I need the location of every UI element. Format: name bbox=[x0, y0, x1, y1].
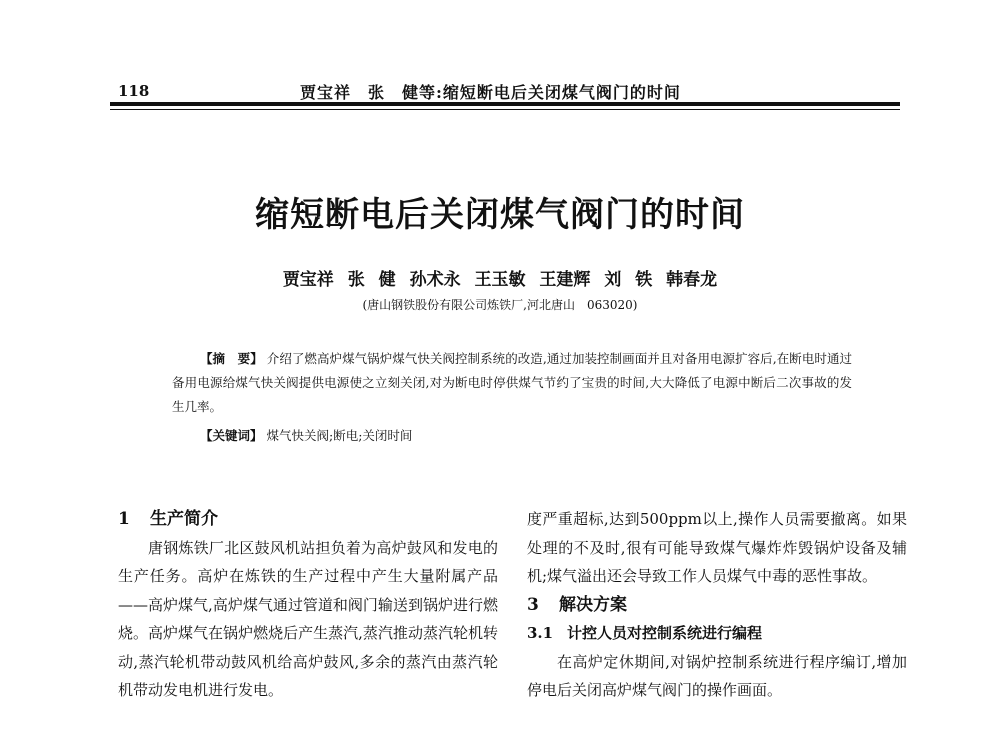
section-3-heading bbox=[527, 591, 907, 620]
page-number: 118 bbox=[118, 82, 150, 100]
keywords-text: 煤气快关阀;断电;关闭时间 bbox=[266, 428, 413, 443]
section-3-1-heading bbox=[527, 619, 907, 648]
section-1-paragraph: 唐钢炼铁厂北区鼓风机站担负着为高炉鼓风和发电的生产任务。高炉在炼铁的生产过程中产生大量附属产品——高炉煤气,高炉煤气通过管道和阀门输送到锅炉进行燃烧。高炉煤气在锅炉燃烧后产生蒸汽,蒸汽推动蒸汽轮机转动,蒸汽轮机带动鼓风机给高炉鼓风,多余的蒸汽由蒸汽轮机带动发电机进行发电。 bbox=[118, 538, 498, 699]
section-3-1-title: 计控人员对控制系统进行编程 bbox=[567, 624, 763, 642]
affiliation: (唐山钢铁股份有限公司炼铁厂,河北唐山 063020) bbox=[362, 298, 638, 312]
section-3-1-number: 3.1 bbox=[527, 624, 554, 642]
section-3-title: 解决方案 bbox=[559, 594, 627, 615]
section-3-number: 3 bbox=[527, 594, 539, 615]
left-column bbox=[118, 505, 498, 705]
section-1-heading bbox=[118, 505, 498, 534]
header-rule-thick bbox=[110, 102, 900, 106]
section-3-1-paragraph: 在高炉定休期间,对锅炉控制系统进行程序编订,增加停电后关闭高炉煤气阀门的操作画面。 bbox=[527, 652, 907, 699]
running-header: 贾宝祥 张 健等:缩短断电后关闭煤气阀门的时间 bbox=[300, 83, 681, 102]
abstract bbox=[172, 347, 852, 419]
abstract-label: 【摘 要】 bbox=[200, 351, 263, 366]
right-column bbox=[527, 505, 907, 705]
author-list: 贾宝祥 张 健 孙术永 王玉敏 王建辉 刘 铁 韩春龙 bbox=[282, 270, 718, 290]
continued-paragraph: 度严重超标,达到500ppm以上,操作人员需要撤离。如果处理的不及时,很有可能导致煤气爆炸炸毁锅炉设备及辅机;煤气溢出还会导致工作人员煤气中毒的恶性事故。 bbox=[527, 510, 907, 585]
section-1-number: 1 bbox=[118, 509, 130, 529]
keywords-label: 【关键词】 bbox=[200, 428, 263, 443]
article-title: 缩短断电后关闭煤气阀门的时间 bbox=[255, 195, 745, 235]
keywords bbox=[200, 426, 850, 444]
header-rule-thin bbox=[110, 109, 900, 110]
section-1-title: 生产简介 bbox=[150, 509, 218, 529]
abstract-text: 介绍了燃高炉煤气锅炉煤气快关阀控制系统的改造,通过加装控制画面并且对备用电源扩容后,在断电时通过备用电源给煤气快关阀提供电源使之立刻关闭,对为断电时停供煤气节约了宝贵的时间,大大降低了电源中断后二次事故的发生几率。 bbox=[172, 351, 852, 414]
